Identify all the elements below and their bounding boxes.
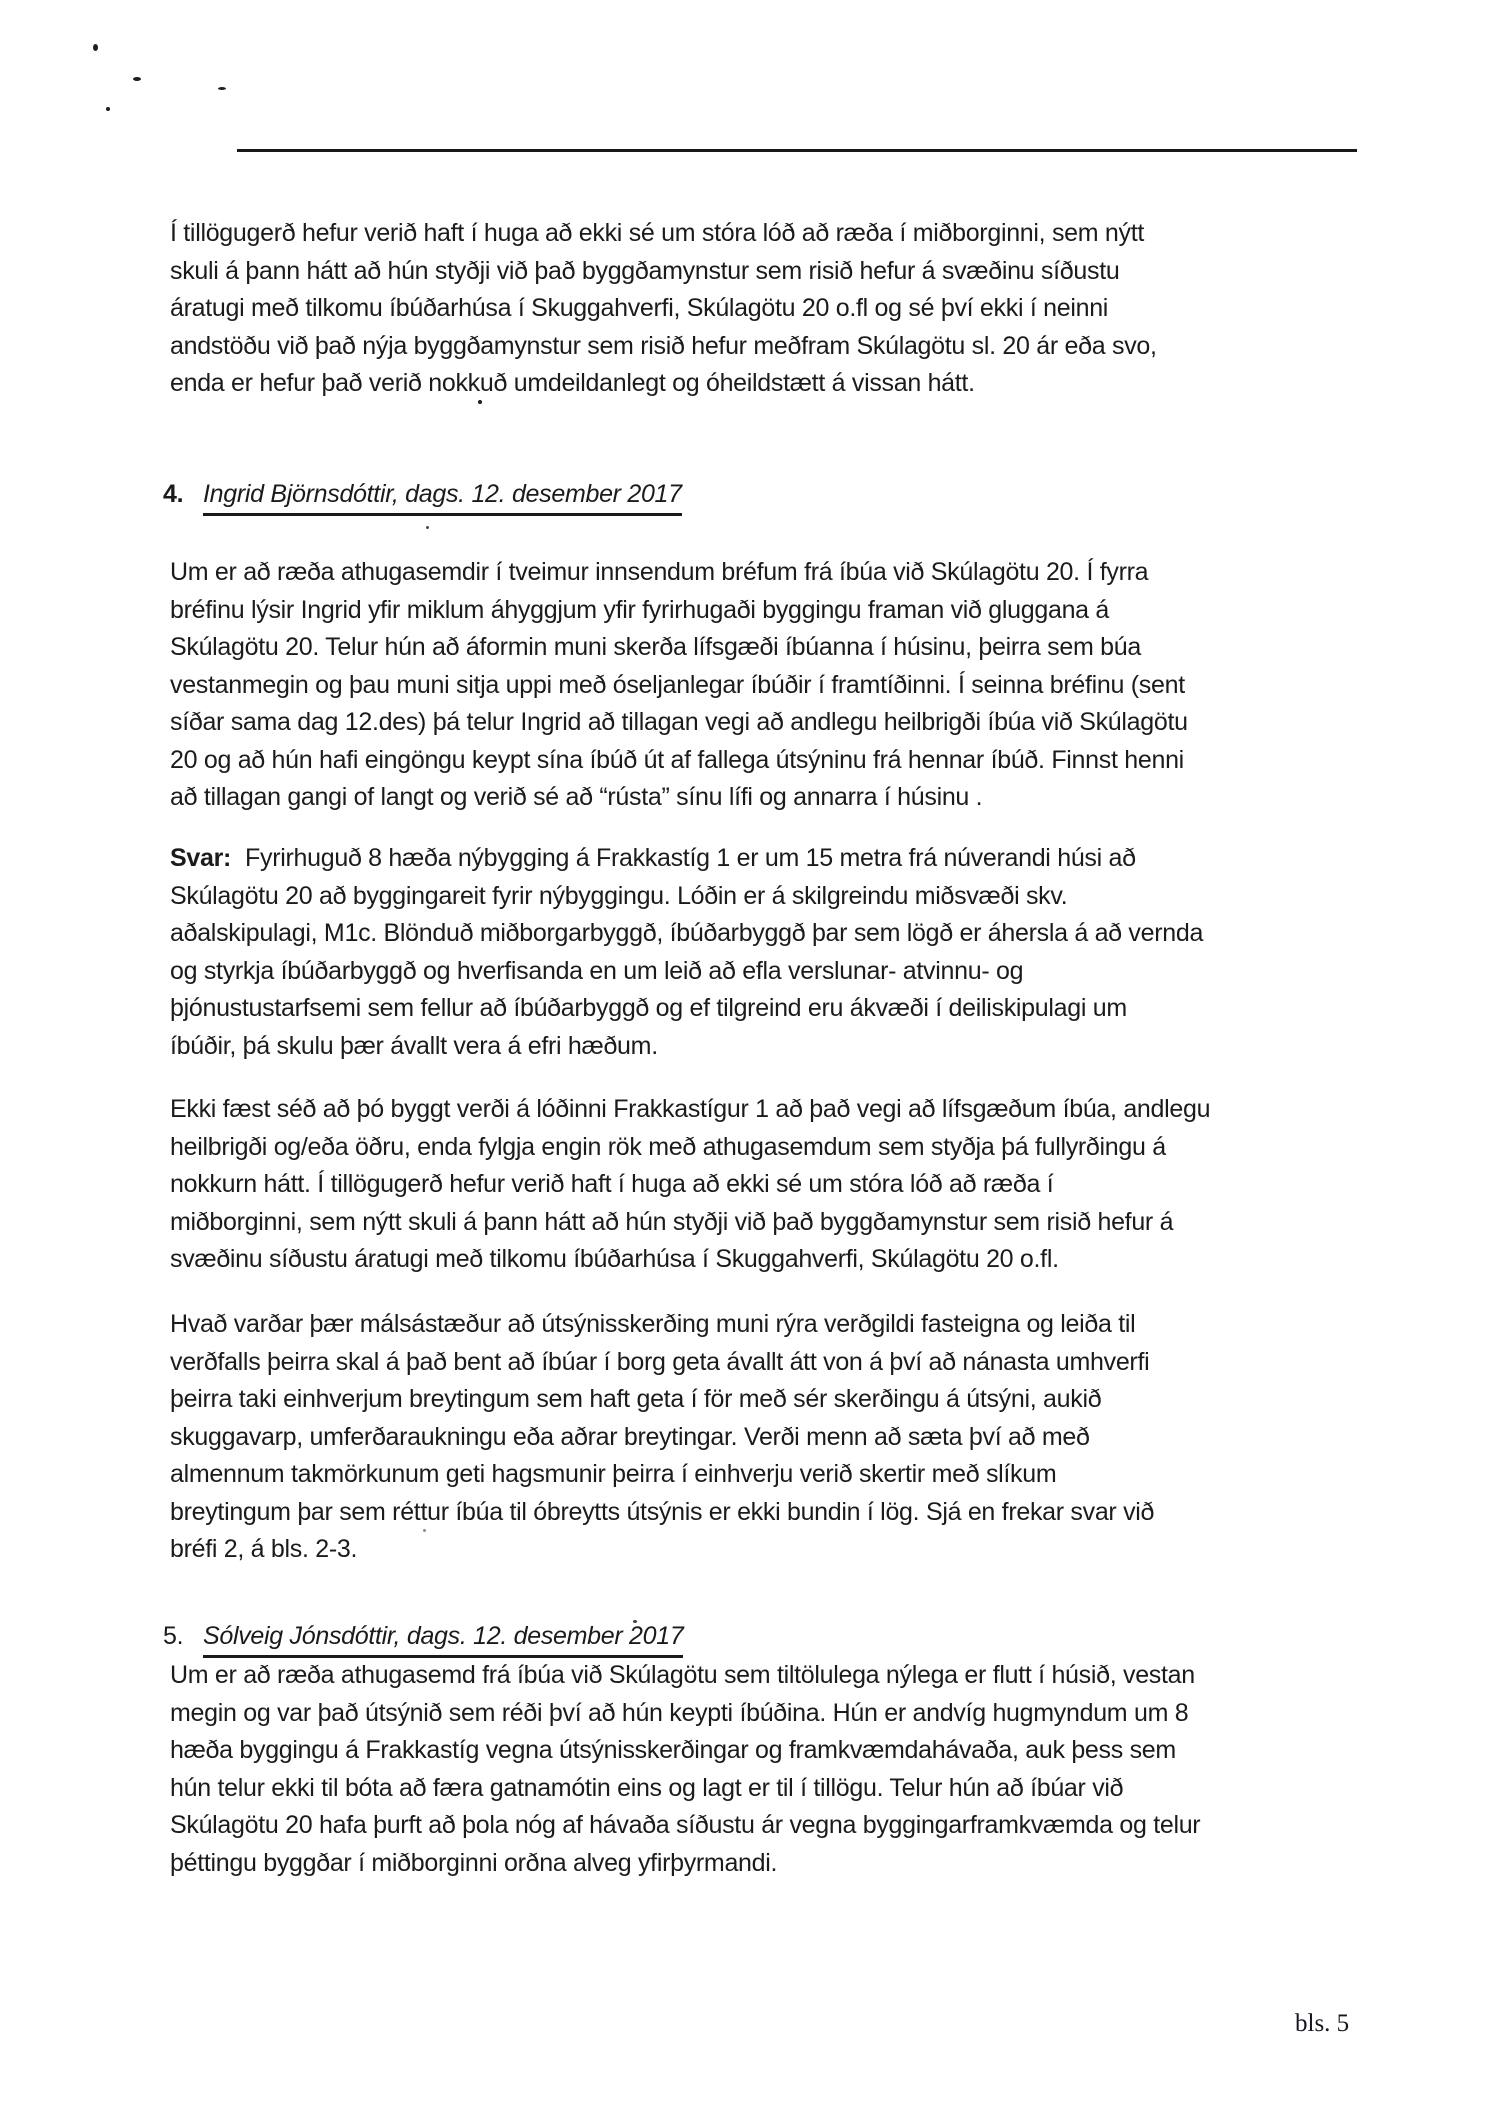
text-line: hæða byggingu á Frakkastíg vegna útsýnisskerðingar og framkvæmdahávaða, auk þess sem	[170, 1736, 1176, 1764]
ink-speck	[133, 77, 141, 81]
text-line: 20 og að hún hafi eingöngu keypt sína íbúð út af fallega útsýninu frá hennar íbúð. Finnst henni	[170, 745, 1184, 774]
text-line: íbúðir, þá skulu þær ávallt vera á efri hæðum.	[170, 1031, 658, 1060]
section-4-title: Ingrid Björnsdóttir, dags. 12. desember 2017	[203, 479, 682, 516]
text-line: vestanmegin og þau muni sitja uppi með óseljanlegar íbúðir í framtíðinni. Í seinna bréfinu (sent	[170, 670, 1185, 699]
text-line: Um er að ræða athugasemd frá íbúa við Skúlagötu sem tiltölulega nýlega er flutt í húsið, vestan	[170, 1661, 1195, 1689]
intro-paragraph	[170, 215, 1157, 403]
text-line: síðar sama dag 12.des) þá telur Ingrid að tillagan vegi að andlegu heilbrigði íbúa við Skúlagötu	[170, 708, 1188, 736]
text-line: verðfalls þeirra skal á það bent að íbúar í borg geta ávallt átt von á því að nánasta umhverfi	[170, 1347, 1150, 1376]
section-5-heading	[163, 1621, 683, 1658]
text-line: andstöðu við það nýja byggðamynstur sem risið hefur meðfram Skúlagötu sl. 20 ár eða svo,	[170, 331, 1157, 360]
text-line: skuggavarp, umferðaraukningu eða aðrar breytingar. Verði menn að sæta því að með	[170, 1422, 1090, 1451]
answer-label: Svar:	[170, 844, 232, 872]
text-line: heilbrigði og/eða öðru, enda fylgja engin rök með athugasemdum sem styðja þá fullyrðingu á	[170, 1132, 1166, 1161]
text-line: að tillagan gangi of langt og verið sé að “rústa” sínu lífi og annarra í húsinu .	[170, 783, 983, 811]
text-line: Í tillögugerð hefur verið haft í huga að ekki sé um stóra lóð að ræða í miðborginni, sem nýtt	[170, 219, 1145, 247]
text-line: áratugi með tilkomu íbúðarhúsa í Skuggahverfi, Skúlagötu 20 o.fl og sé því ekki í neinni	[170, 294, 1109, 322]
text-line: þeirra taki einhverjum breytingum sem haft geta í för með sér skerðingu á útsýni, aukið	[170, 1385, 1102, 1413]
ink-speck	[93, 44, 98, 51]
text-line: aðalskipulagi, M1c. Blönduð miðborgarbyggð, íbúðarbyggð þar sem lögð er áhersla á að vernda	[170, 919, 1204, 947]
section-4-number: 4.	[163, 480, 184, 508]
text-line: miðborginni, sem nýtt skuli á þann hátt að hún styðji við það byggðamynstur sem risið hefur á	[170, 1207, 1174, 1236]
section-4-answer-paragraph	[170, 840, 1203, 1065]
text-line: bréfinu lýsir Ingrid yfir miklum áhyggjum yfir fyrirhugaði byggingu framan við gluggana á	[170, 595, 1110, 624]
section-5-overview-paragraph	[170, 1657, 1200, 1882]
page-number: bls. 5	[1295, 2010, 1350, 2037]
text-line: svæðinu síðustu áratugi með tilkomu íbúðarhúsa í Skuggahverfi, Skúlagötu 20 o.fl.	[170, 1245, 1059, 1273]
top-rule	[237, 149, 1357, 152]
text-line: Skúlagötu 20. Telur hún að áformin muni skerða lífsgæði íbúanna í húsinu, þeirra sem búa	[170, 633, 1141, 661]
text-line: hún telur ekki til bóta að færa gatnamótin eins og lagt er til í tillögu. Telur hún að íbúar við	[170, 1773, 1124, 1802]
section-4-response-paragraph-3	[170, 1306, 1154, 1569]
section-4-response-paragraph-2	[170, 1091, 1210, 1279]
section-4-heading	[163, 479, 682, 516]
section-5-title: Sólveig Jónsdóttir, dags. 12. desember 2017	[203, 1621, 683, 1658]
section-4-overview-paragraph	[170, 554, 1188, 817]
text-line: Hvað varðar þær málsástæður að útsýnisskerðing muni rýra verðgildi fasteigna og leiða til	[170, 1310, 1136, 1338]
text-line: bréfi 2, á bls. 2-3.	[170, 1535, 358, 1563]
ink-speck	[426, 526, 429, 529]
text-line: Fyrirhuguð 8 hæða nýbygging á Frakkastíg 1 er um 15 metra frá núverandi húsi að	[245, 844, 1136, 872]
text-line	[170, 840, 1203, 878]
text-line: skuli á þann hátt að hún styðji við það byggðamynstur sem risið hefur á svæðinu síðustu	[170, 256, 1120, 285]
ink-speck	[106, 107, 110, 111]
section-5-number: 5.	[163, 1622, 184, 1650]
text-line: Um er að ræða athugasemdir í tveimur innsendum bréfum frá íbúa við Skúlagötu 20. Í fyrra	[170, 558, 1149, 586]
text-line: og styrkja íbúðarbyggð og hverfisanda en um leið að efla verslunar- atvinnu- og	[170, 956, 1024, 985]
text-line: þéttingu byggðar í miðborginni orðna alveg yfirþyrmandi.	[170, 1848, 778, 1877]
text-line: enda er hefur það verið nokkuð umdeildanlegt og óheildstætt á vissan hátt.	[170, 369, 975, 397]
text-line: þjónustustarfsemi sem fellur að íbúðarbyggð og ef tilgreind eru ákvæði í deiliskipulagi um	[170, 994, 1127, 1022]
text-line: Ekki fæst séð að þó byggt verði á lóðinni Frakkastígur 1 að það vegi að lífsgæðum íbúa, andlegu	[170, 1095, 1211, 1123]
text-line: almennum takmörkunum geti hagsmunir þeirra í einhverju verið skertir með slíkum	[170, 1460, 1057, 1488]
text-line: breytingum þar sem réttur íbúa til óbreytts útsýnis er ekki bundin í lög. Sjá en frekar svar við	[170, 1497, 1155, 1526]
text-line: Skúlagötu 20 hafa þurft að þola nóg af hávaða síðustu ár vegna byggingarframkvæmda og telur	[170, 1811, 1201, 1839]
text-line: megin og var það útsýnið sem réði því að hún keypti íbúðina. Hún er andvíg hugmyndum um 8	[170, 1698, 1189, 1727]
text-line: nokkurn hátt. Í tillögugerð hefur verið haft í huga að ekki sé um stóra lóð að ræða í	[170, 1170, 1054, 1198]
text-line: Skúlagötu 20 að byggingareit fyrir nýbyggingu. Lóðin er á skilgreindu miðsvæði skv.	[170, 881, 1068, 910]
ink-speck	[218, 87, 226, 90]
